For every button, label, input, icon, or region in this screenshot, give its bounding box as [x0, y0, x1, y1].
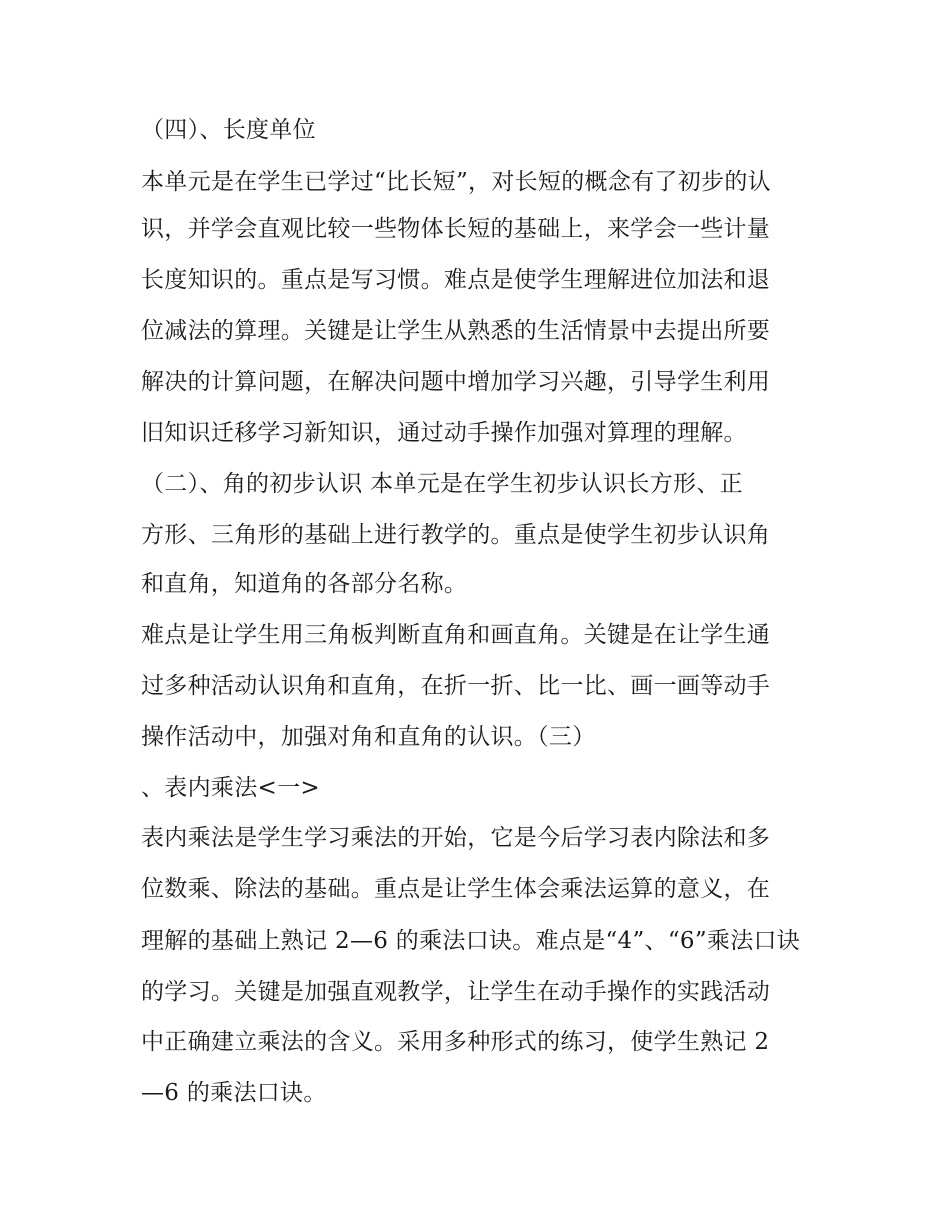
paragraph-line: 位数乘、除法的基础。重点是让学生体会乘法运算的意义，在 [141, 876, 771, 902]
paragraph-line: 长度知识的。重点是写习惯。难点是使学生理解进位加法和退 [141, 267, 771, 293]
paragraph-line: 解决的计算问题，在解决问题中增加学习兴趣，引导学生利用 [141, 369, 771, 395]
section-heading-multiplication: 、表内乘法<一> [141, 775, 320, 801]
paragraph-line: 位减法的算理。关键是让学生从熟悉的生活情景中去提出所要 [141, 318, 771, 344]
section-heading-angles: （二）、角的初步认识 本单元是在学生初步认识长方形、正 [141, 471, 743, 497]
section-heading-length-units: （四）、长度单位 [141, 117, 316, 143]
paragraph-line: 理解的基础上熟记 2—6 的乘法口诀。难点是“4”、“6”乘法口诀 [141, 928, 801, 954]
paragraph-line: 表内乘法是学生学习乘法的开始，它是今后学习表内除法和多 [141, 825, 771, 851]
paragraph-line: 方形、三角形的基础上进行教学的。重点是使学生初步认识角 [141, 522, 771, 548]
paragraph-line: 旧知识迁移学习新知识，通过动手操作加强对算理的理解。 [141, 420, 747, 446]
paragraph-line: —6 的乘法口诀。 [141, 1080, 327, 1106]
paragraph-line: 操作活动中，加强对角和直角的认识。（三） [141, 724, 596, 750]
paragraph-line: 识，并学会直观比较一些物体长短的基础上，来学会一些计量 [141, 216, 771, 242]
paragraph-line: 的学习。关键是加强直观教学，让学生在动手操作的实践活动 [141, 979, 771, 1005]
paragraph-line: 和直角，知道角的各部分名称。 [141, 571, 468, 597]
paragraph-line: 本单元是在学生已学过“比长短”，对长短的概念有了初步的认 [141, 169, 771, 195]
paragraph-line: 难点是让学生用三角板判断直角和画直角。关键是在让学生通 [141, 622, 771, 648]
paragraph-line: 过多种活动认识角和直角，在折一折、比一比、画一画等动手 [141, 673, 771, 699]
paragraph-line: 中正确建立乘法的含义。采用多种形式的练习，使学生熟记 2 [141, 1029, 770, 1055]
